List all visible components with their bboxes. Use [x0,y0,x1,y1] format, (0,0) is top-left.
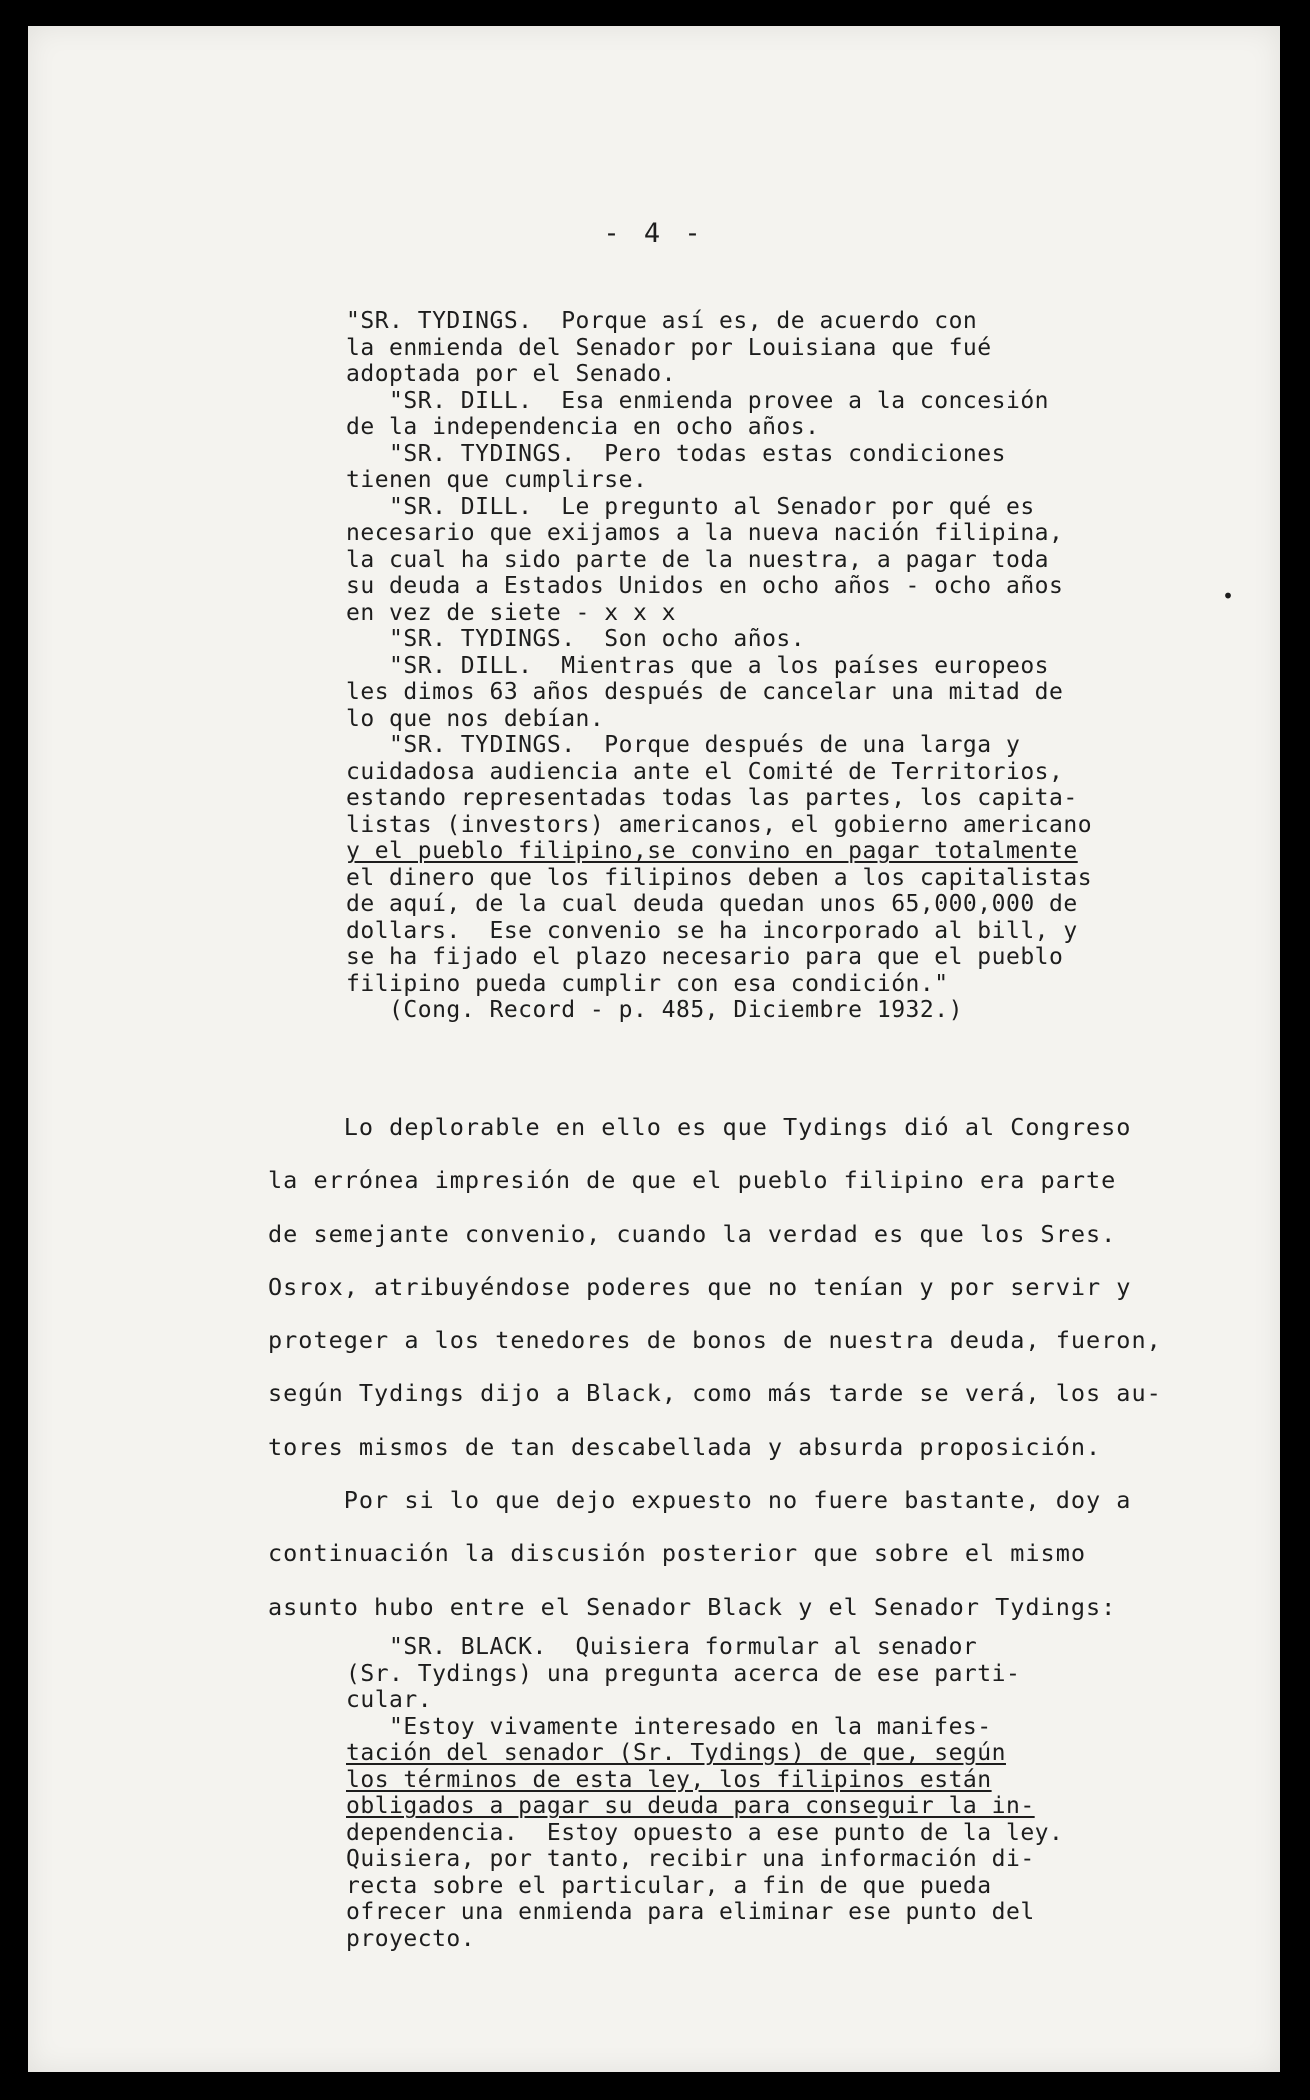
quote-line: tienen que cumplirse. [346,467,648,493]
body-line: proteger a los tenedores de bonos de nuestra deuda, fueron, [268,1326,1162,1355]
quote-line: listas (investors) americanos, el gobierno americano [346,811,1093,838]
quote-line: ofrecer una enmienda para eliminar ese punto del [346,1899,1035,1925]
body-line: Lo deplorable en ello es que Tydings dió al Congreso [268,1113,1132,1141]
quote-line-underlined: y el pueblo filipino,se convino en pagar totalmente [346,838,1078,864]
quote-line: "SR. DILL. Mientras que a los países europeos [346,652,1050,679]
body-line: de semejante convenio, cuando la verdad es que los Sres. [268,1219,1117,1248]
congressional-quote-block [346,308,1206,1024]
body-line: asunto hubo entre el Senador Black y el Senador Tydings: [268,1592,1117,1621]
quote-line: proyecto. [346,1925,476,1952]
quote-line: la cual ha sido parte de la nuestra, a pagar toda [346,546,1050,573]
quote-line: cular. [346,1687,433,1713]
quote-line: "SR. TYDINGS. Porque después de una larga y [346,732,1021,758]
quote-line: necesario que exijamos a la nueva nación filipina, [346,520,1064,546]
quote-line: su deuda a Estados Unidos en ocho años - ocho años [346,573,1064,599]
quote-line: la enmienda del Senador por Louisiana que fué [346,334,992,361]
document-page [28,26,1280,2072]
body-line: tores mismos de tan descabellada y absurda proposición. [268,1432,1102,1461]
quote-line: de la independencia en ocho años. [346,414,820,440]
quote-line-underlined: tación del senador (Sr. Tydings) de que, según [346,1740,1006,1766]
citation-line: (Cong. Record - p. 485, Diciembre 1932.) [346,997,963,1023]
quote-line: adoptada por el Senado. [346,361,676,387]
body-line: según Tydings dijo a Black, como más tarde se verá, los au- [268,1379,1162,1408]
body-line: Por si lo que dejo expuesto no fuere bastante, doy a [268,1486,1132,1515]
quote-line: "Estoy vivamente interesado en la manifes- [346,1713,992,1740]
quote-line: "SR. TYDINGS. Porque así es, de acuerdo con [346,308,978,334]
page-number: - 4 - [603,218,705,249]
margin-mark: • [1221,584,1234,608]
quote-line: en vez de siete - x x x [346,599,676,626]
quote-line: "SR. TYDINGS. Son ocho años. [346,626,806,652]
black-quote-block [346,1634,1206,1952]
quote-line: les dimos 63 años después de cancelar una mitad de [346,679,1064,705]
quote-line: el dinero que los filipinos deben a los capitalistas [346,864,1093,891]
body-line: la errónea impresión de que el pueblo filipino era parte [268,1166,1117,1195]
quote-line: lo que nos debían. [346,705,605,732]
quote-line: "SR. DILL. Esa enmienda provee a la concesión [346,387,1050,414]
body-line: Osrox, atribuyéndose poderes que no tenían y por servir y [268,1272,1132,1301]
quote-line: se ha fijado el plazo necesario para que el pueblo [346,944,1064,970]
quote-line: dependencia. Estoy opuesto a ese punto de la ley. [346,1819,1064,1846]
quote-line: filipino pueda cumplir con esa condición." [346,970,949,997]
quote-line: "SR. BLACK. Quisiera formular al senador [346,1634,978,1660]
quote-line: "SR. TYDINGS. Pero todas estas condiciones [346,440,1006,467]
quote-line: estando representadas todas las partes, los capita- [346,785,1078,811]
quote-line: (Sr. Tydings) una pregunta acerca de ese parti- [346,1660,1021,1687]
quote-line: de aquí, de la cual deuda quedan unos 65,000,000 de [346,891,1078,917]
quote-line: recta sobre el particular, a fin de que pueda [346,1872,992,1899]
body-line: continuación la discusión posterior que sobre el mismo [268,1539,1087,1568]
quote-line: dollars. Ese convenio se ha incorporado al bill, y [346,917,1078,944]
quote-line: Quisiera, por tanto, recibir una información di- [346,1846,1035,1872]
quote-line-underlined: obligados a pagar su deuda para conseguir la in- [346,1793,1035,1819]
quote-line: "SR. DILL. Le pregunto al Senador por qué es [346,493,1035,520]
quote-line-underlined: los términos de esta ley, los filipinos están [346,1766,992,1793]
quote-line: cuidadosa audiencia ante el Comité de Territorios, [346,758,1064,785]
body-paragraphs [268,1101,1228,1634]
